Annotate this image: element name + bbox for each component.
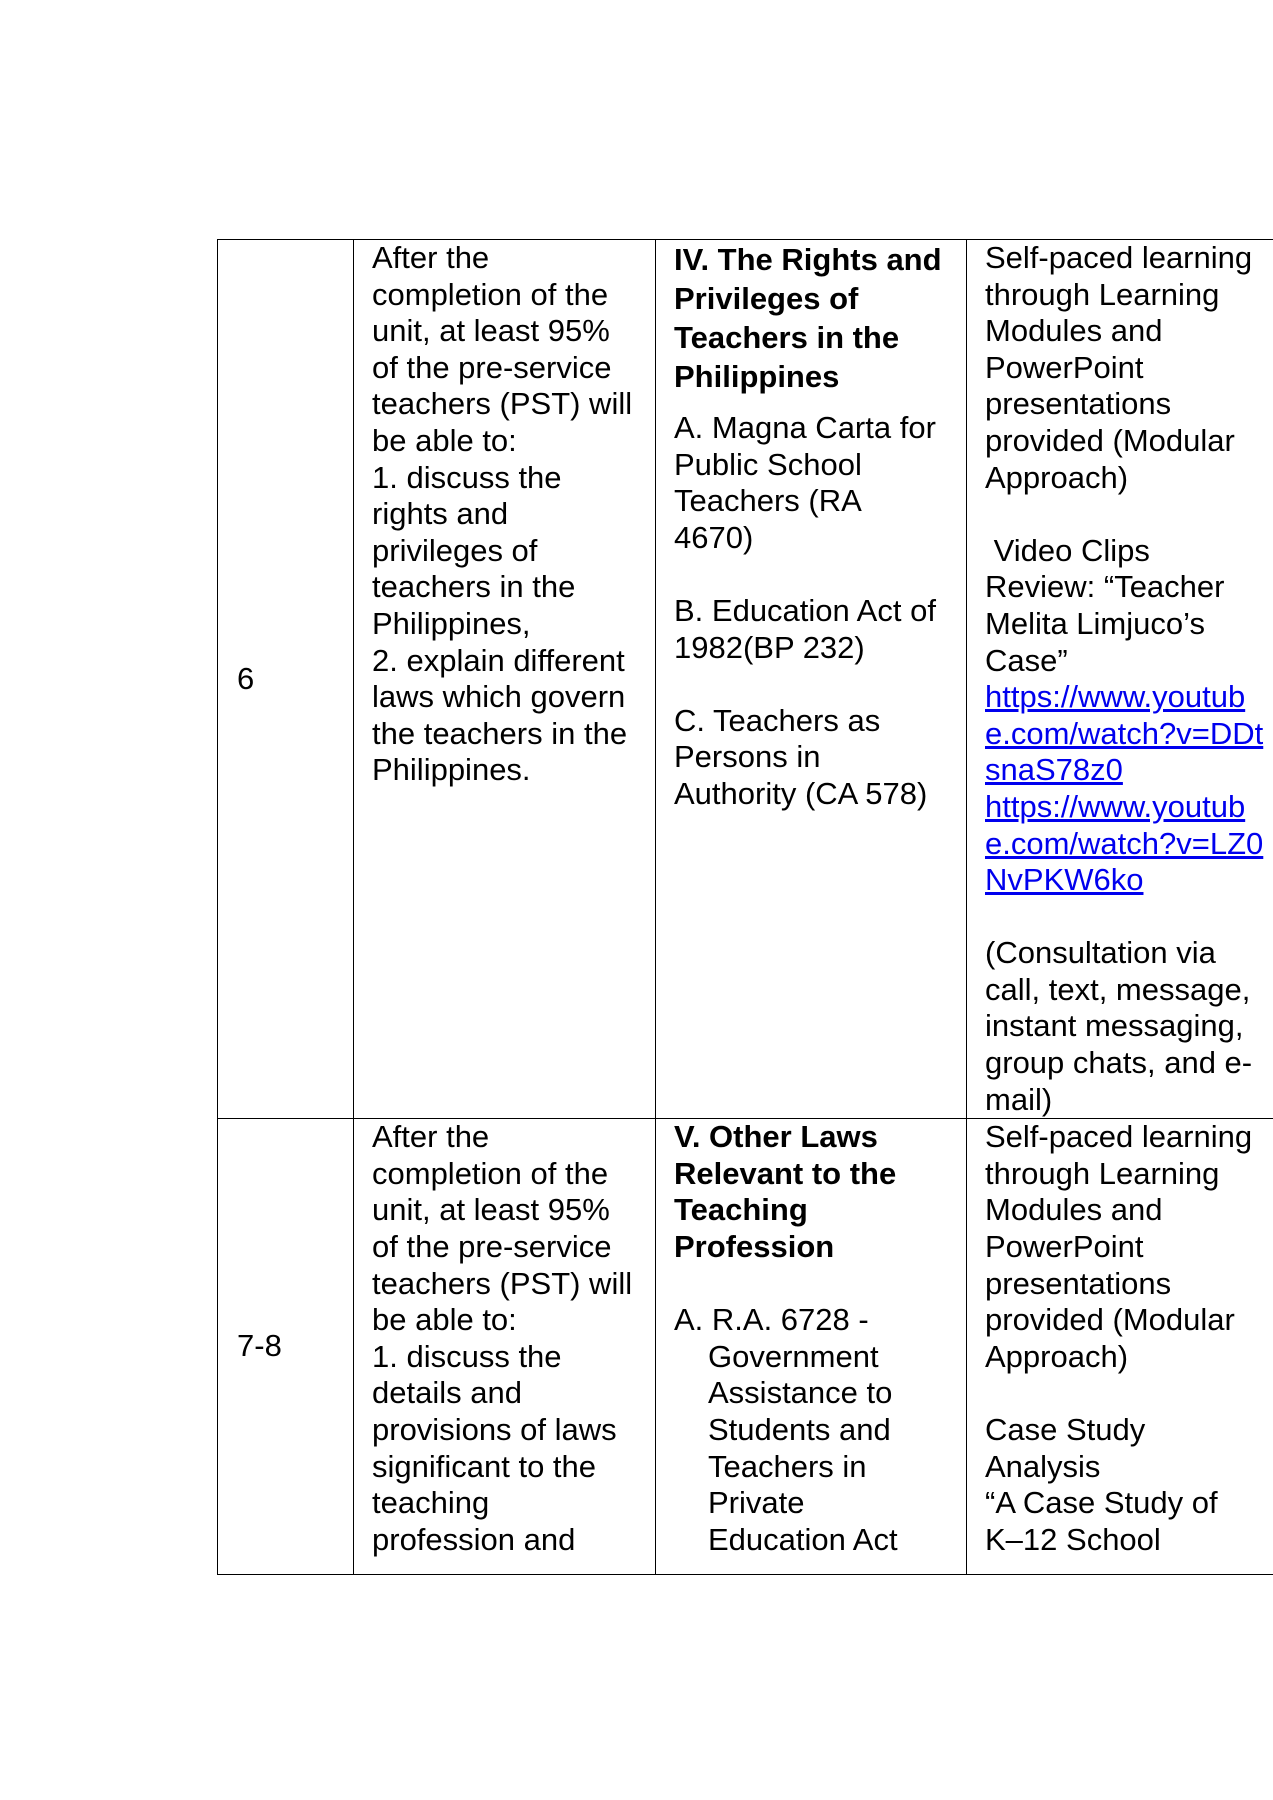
topic-item-line: Authority (CA 578): [674, 775, 928, 811]
outcome-line: details and: [372, 1375, 522, 1411]
activity-line: through Learning: [985, 1155, 1220, 1191]
activity-line: Self-paced learning: [985, 1119, 1253, 1155]
topic-item-line: Teachers in: [708, 1448, 867, 1484]
outcome-line: Philippines.: [372, 752, 531, 788]
outcome-line: of the pre-service: [372, 1229, 612, 1265]
learning-activity-cell: [967, 1119, 1273, 1575]
outcome-line: provisions of laws: [372, 1412, 617, 1447]
activity-video: [985, 533, 1273, 679]
spacer: [985, 899, 1273, 936]
activity-line: presentations: [985, 1265, 1172, 1301]
outcome-line: After the: [372, 240, 490, 275]
topic-heading-line: Profession: [674, 1229, 835, 1265]
topic-item-line: C. Teachers as: [674, 702, 881, 738]
spacer: [674, 1266, 958, 1303]
activity-line: Review: “Teacher: [985, 569, 1225, 605]
learning-outcome-cell: [354, 1119, 656, 1575]
outcome-line: be able to:: [372, 422, 517, 458]
outcome-line: teachers (PST) will: [372, 386, 633, 422]
topic-heading-line: Privileges of: [674, 281, 859, 316]
activity-line: Melita Limjuco’s: [985, 605, 1205, 641]
learning-outcome-cell: [354, 240, 656, 1119]
outcome-line: teachers (PST) will: [372, 1265, 633, 1301]
activity-line: group chats, and e-: [985, 1045, 1253, 1081]
link-line: e.com/watch?v=LZ0: [985, 825, 1264, 861]
activity-line: provided (Modular: [985, 422, 1235, 458]
link-line: NvPKW6ko: [985, 862, 1144, 898]
activity-line: Case”: [985, 642, 1068, 678]
topic-item-line: A. R.A. 6728 -: [674, 1302, 869, 1338]
outcome-line: 1. discuss the: [372, 459, 562, 495]
topic-cell: [656, 1119, 967, 1575]
topic-item: [674, 410, 958, 556]
outcome-line: unit, at least 95%: [372, 313, 610, 349]
topic-heading-line: Teaching: [674, 1192, 808, 1228]
week-number: 7-8: [237, 1328, 282, 1364]
topic-item: [674, 593, 958, 666]
spacer: [985, 1375, 1273, 1412]
outcome-line: be able to:: [372, 1302, 517, 1338]
topic-heading: [674, 240, 958, 396]
activity-line: instant messaging,: [985, 1008, 1244, 1044]
outcome-line: significant to the: [372, 1448, 597, 1484]
course-outline-table: [217, 239, 1273, 1575]
spacer: [674, 396, 958, 410]
video-link-2[interactable]: [985, 789, 1273, 899]
activity-line: Self-paced learning: [985, 240, 1253, 275]
topic-heading-line: Relevant to the: [674, 1155, 897, 1191]
outcome-line: teaching: [372, 1485, 490, 1521]
topic-item-line: Education Act: [708, 1521, 898, 1557]
link-line: e.com/watch?v=DDt: [985, 715, 1264, 751]
outcome-line: of the pre-service: [372, 349, 612, 385]
topic-item-line: Public School: [674, 446, 862, 482]
outcome-line: privileges of: [372, 532, 538, 568]
activity-line: PowerPoint: [985, 349, 1144, 385]
outcome-line: teachers in the: [372, 569, 576, 605]
topic-item-line: Persons in: [674, 739, 821, 775]
week-cell: [218, 1119, 354, 1575]
topic-item: [674, 703, 958, 813]
outcome-line: rights and: [372, 496, 509, 532]
activity-intro: [985, 1119, 1273, 1375]
activity-line: Approach): [985, 1338, 1129, 1374]
week-number: 6: [237, 660, 255, 696]
outcome-line: 1. discuss the: [372, 1338, 562, 1374]
table-row: [218, 1119, 1273, 1575]
activity-line: “A Case Study of: [985, 1485, 1218, 1521]
activity-line: through Learning: [985, 276, 1220, 312]
activity-line: (Consultation via: [985, 935, 1216, 971]
video-link-1[interactable]: [985, 679, 1273, 789]
link-line: https://www.youtub: [985, 788, 1246, 824]
topic-item-line: Assistance to: [708, 1375, 893, 1411]
topic-heading-line: IV. The Rights and: [674, 242, 942, 277]
activity-line: presentations: [985, 386, 1172, 422]
topic-item-line: 1982(BP 232): [674, 629, 865, 665]
week-cell: [218, 240, 354, 1119]
outcome-line: laws which govern: [372, 679, 626, 715]
spacer: [985, 496, 1273, 533]
outcome-line: completion of the: [372, 1155, 609, 1191]
outcome-line: profession and: [372, 1521, 576, 1557]
spacer: [674, 666, 958, 703]
activity-line: Analysis: [985, 1448, 1101, 1484]
topic-heading: [674, 1119, 958, 1265]
activity-line: Approach): [985, 459, 1129, 495]
outcome-line: 2. explain different: [372, 642, 625, 678]
table-row: [218, 240, 1273, 1119]
outcome-line: After the: [372, 1119, 490, 1155]
activity-line: Video Clips: [985, 532, 1150, 568]
activity-line: provided (Modular: [985, 1302, 1235, 1338]
link-line: snaS78z0: [985, 752, 1123, 788]
outcome-line: the teachers in the: [372, 715, 628, 751]
topic-heading-line: V. Other Laws: [674, 1119, 878, 1155]
activity-line: call, text, message,: [985, 971, 1251, 1007]
topic-item-line: Private: [708, 1485, 805, 1521]
outcome-line: Philippines,: [372, 605, 531, 641]
activity-line: K–12 School: [985, 1521, 1161, 1557]
topic-item: [674, 1302, 958, 1558]
topic-heading-line: Philippines: [674, 359, 840, 394]
activity-line: Case Study: [985, 1412, 1146, 1447]
activity-line: PowerPoint: [985, 1229, 1144, 1265]
activity-intro: [985, 240, 1273, 496]
topic-item-line: 4670): [674, 519, 754, 555]
topic-cell: [656, 240, 967, 1119]
activity-line: Modules and: [985, 1192, 1163, 1228]
spacer: [674, 556, 958, 593]
link-line: https://www.youtub: [985, 679, 1246, 715]
activity-consultation: [985, 935, 1273, 1118]
topic-heading-line: Teachers in the: [674, 320, 900, 355]
topic-item-line: Students and: [708, 1412, 891, 1447]
topic-item-line: Government: [708, 1338, 879, 1374]
activity-line: mail): [985, 1081, 1053, 1117]
outcome-line: unit, at least 95%: [372, 1192, 610, 1228]
activity-case-study: [985, 1412, 1273, 1558]
topic-item-line: Teachers (RA: [674, 483, 862, 519]
outcome-line: completion of the: [372, 276, 609, 312]
topic-item-line: A. Magna Carta for: [674, 410, 936, 445]
activity-line: Modules and: [985, 313, 1163, 349]
topic-item-line: B. Education Act of: [674, 592, 936, 628]
learning-activity-cell: [967, 240, 1273, 1119]
